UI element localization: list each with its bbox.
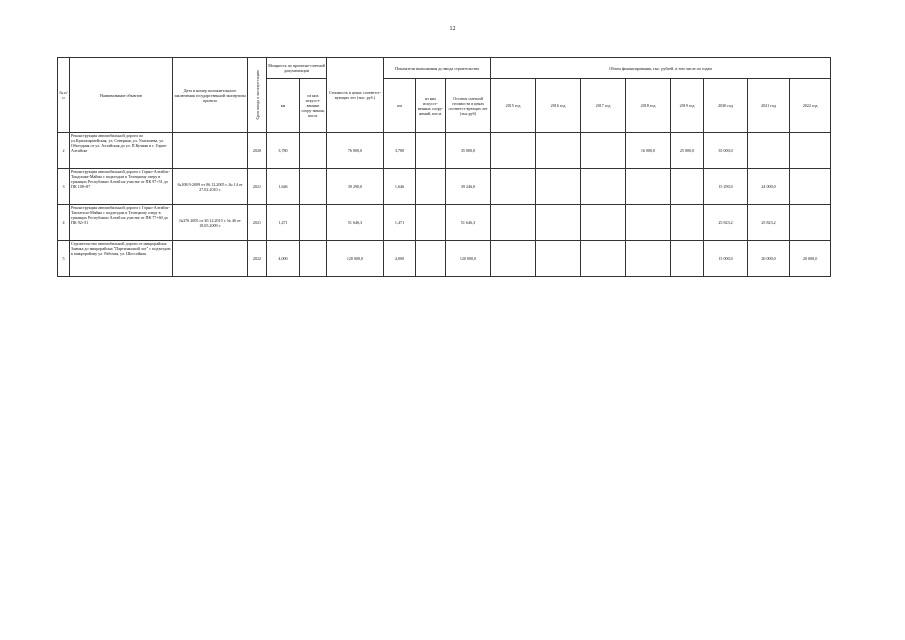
row-year-value — [748, 133, 790, 169]
row-done-km: 4,000 — [384, 241, 416, 277]
row-term: 2021 — [248, 205, 267, 241]
row-year-value — [536, 241, 581, 277]
header-capacity: Мощность по проектно-сметной документации — [267, 58, 327, 79]
row-remain: 120 000,0 — [446, 241, 491, 277]
row-name: Реконструкция автомобильной дороги г. Горно-Алтайск-Тантатало-Майма с подъездом к Телецкому озеру в границах Республики Алтай на участке от ПК 77+60 до ПК 92+51 — [70, 205, 173, 241]
row-term: 2022 — [248, 241, 267, 277]
row-year-value — [536, 205, 581, 241]
row-year-value: 35 000,0 — [704, 133, 748, 169]
table-row — [58, 241, 831, 277]
row-year-value — [491, 241, 536, 277]
row-name: Реконструкция автомобильной дороги г. Горно-Алтайск-Тондошка-Майма с подъездом к Телецкому озеру в границах Республики Алтай на участке от ПК 97+51 до ПК 108+87 — [70, 169, 173, 205]
row-year-value — [491, 205, 536, 241]
row-struct — [300, 169, 327, 205]
header-row-1 — [58, 58, 831, 79]
header-doc: Дата и номер положительного заключения государственной экспертизы проекта — [173, 58, 248, 133]
header-year: 2016 год — [536, 79, 581, 133]
row-done-km: 1,646 — [384, 169, 416, 205]
row-struct — [300, 205, 327, 241]
row-done-struct — [416, 241, 446, 277]
row-cost: 51 646,3 — [327, 205, 384, 241]
row-cost: 76 000,0 — [327, 133, 384, 169]
row-km: 3,780 — [267, 133, 300, 169]
row-year-value — [626, 241, 671, 277]
row-year-value — [790, 205, 831, 241]
row-year-value — [626, 205, 671, 241]
header-year: 2021 год — [748, 79, 790, 133]
row-doc — [173, 241, 248, 277]
row-km: 4,000 — [267, 241, 300, 277]
row-cost: 120 000,0 — [327, 241, 384, 277]
header-num: № п/п — [58, 58, 70, 133]
row-year-value: 25 823,2 — [704, 205, 748, 241]
row-km: 1,471 — [267, 205, 300, 241]
row-year-value — [581, 205, 626, 241]
table-row — [58, 169, 831, 205]
row-remain: 51 646,3 — [446, 205, 491, 241]
row-doc: №108/3-2009 от 06.12.2005 г.,№ 14 от 27.02.2010 г. — [173, 169, 248, 205]
row-year-value: 25 000,0 — [671, 133, 704, 169]
row-num: 3 — [58, 169, 70, 205]
header-term-text: Срок ввода в эксплуа-тацию — [254, 69, 260, 120]
row-year-value — [671, 205, 704, 241]
header-cost: Стоимость в ценах соответст-вующих лет (тыс. руб.) — [327, 58, 384, 133]
row-struct — [300, 133, 327, 169]
row-num: 2 — [58, 133, 70, 169]
header-year: 2017 год — [581, 79, 626, 133]
row-year-value — [671, 169, 704, 205]
row-num: 5 — [58, 241, 70, 277]
row-year-value — [581, 241, 626, 277]
row-done-struct — [416, 205, 446, 241]
row-doc — [173, 133, 248, 169]
header-year: 2015 год — [491, 79, 536, 133]
header-done: Показатели выполнения до ввода строительства — [384, 58, 491, 79]
row-cost: 39 290,0 — [327, 169, 384, 205]
row-year-value: 15 000,0 — [704, 241, 748, 277]
header-year: 2019 год — [671, 79, 704, 133]
table-row — [58, 133, 831, 169]
row-year-value — [790, 169, 831, 205]
row-struct — [300, 241, 327, 277]
header-term — [248, 58, 267, 133]
row-done-km: 1,471 — [384, 205, 416, 241]
row-year-value — [581, 169, 626, 205]
row-km: 1,646 — [267, 169, 300, 205]
row-remain: 35 000,0 — [446, 133, 491, 169]
header-done-struct: из них искусст-венных соору-жений, пог.м. — [416, 79, 446, 133]
row-year-value: 24 000,0 — [748, 169, 790, 205]
header-financing: Объем финансирования, тыс. рублей, в том числе по годам — [491, 58, 831, 79]
row-year-value — [491, 133, 536, 169]
row-term: 2020 — [248, 133, 267, 169]
header-year: 2022 год — [790, 79, 831, 133]
row-name: Строительство автомобильной дороги от микрорайона Заимка до микрорайона "Партизанский лог" с подъездом к микрорайону ул. Рабочая, ул. Шоссейная — [70, 241, 173, 277]
row-done-struct — [416, 133, 446, 169]
row-year-value — [790, 133, 831, 169]
row-num: 4 — [58, 205, 70, 241]
row-year-value: 20 000,0 — [748, 241, 790, 277]
header-name: Наименование объектов — [70, 58, 173, 133]
row-done-km: 3,780 — [384, 133, 416, 169]
header-cap-km: км — [267, 79, 300, 133]
row-year-value — [626, 169, 671, 205]
row-name: Реконструкция автомобильной дороги по ул.Красноармейская, ул. Северная, ул. Улагашева, ул. Объездная от ул. Алтайская до ул. П.Кучияк в г. Горно-Алтайске — [70, 133, 173, 169]
header-cap-struct: из них искусст-венные соору-жения, пог.м. — [300, 79, 327, 133]
header-remain: Остаток сметной стоимости в ценах соответст-вующих лет (тыс.руб) — [446, 79, 491, 133]
row-year-value: 16 000,0 — [626, 133, 671, 169]
row-year-value: 20 000,0 — [790, 241, 831, 277]
header-year: 2020 год — [704, 79, 748, 133]
row-year-value: 25 823,2 — [748, 205, 790, 241]
row-year-value — [671, 241, 704, 277]
row-year-value — [536, 133, 581, 169]
row-remain: 39 246,0 — [446, 169, 491, 205]
row-year-value — [536, 169, 581, 205]
row-term: 2021 — [248, 169, 267, 205]
row-doc: №376 2005 от 30.12.2015 г. № 46 от 18.05.2009 г. — [173, 205, 248, 241]
investment-table — [57, 57, 831, 277]
row-year-value: 15 290,0 — [704, 169, 748, 205]
row-year-value — [581, 133, 626, 169]
table-row — [58, 205, 831, 241]
page-number: 12 — [449, 26, 456, 32]
header-year: 2018 год — [626, 79, 671, 133]
row-year-value — [491, 169, 536, 205]
row-done-struct — [416, 169, 446, 205]
header-done-km: км — [384, 79, 416, 133]
